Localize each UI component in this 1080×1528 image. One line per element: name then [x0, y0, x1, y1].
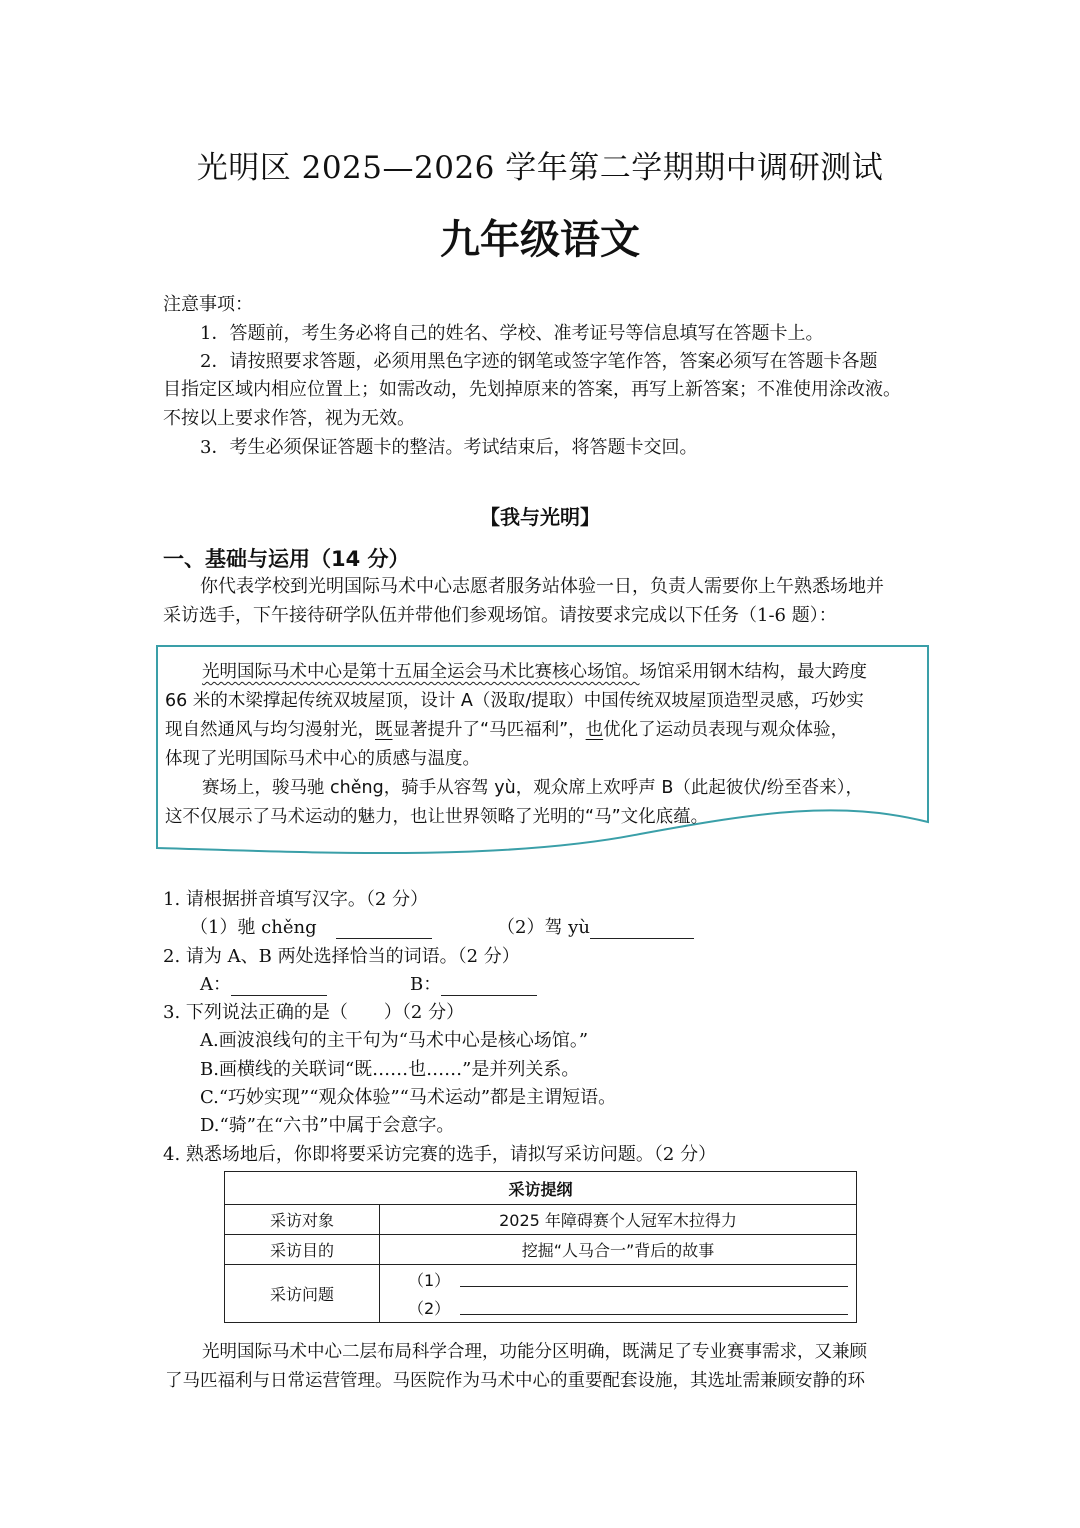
interview-answer-blank-2[interactable] — [460, 1300, 848, 1315]
answer-blank-b[interactable] — [441, 977, 537, 996]
closing-passage-line-2: 了马匹福利与日常运营管理。马医院作为马术中心的重要配套设施，其选址需兼顾安静的环 — [165, 1371, 865, 1391]
notice-item-1: 1．答题前，考生务必将自己的姓名、学校、准考证号等信息填写在答题卡上。 — [200, 323, 824, 344]
interview-label-purpose: 采访目的 — [225, 1235, 380, 1265]
question-3-option-d: D.“骑”在“六书”中属于会意字。 — [200, 1115, 455, 1136]
notice-item-3: 3．考生必须保证答题卡的整洁。考试结束后，将答题卡交回。 — [200, 437, 698, 458]
passage-line-4: 体现了光明国际马术中心的质感与温度。 — [165, 749, 480, 769]
interview-question-2-label: （2） — [408, 1299, 451, 1318]
interview-table-title: 采访提纲 — [225, 1172, 857, 1205]
answer-blank-yu[interactable] — [590, 920, 694, 939]
interview-label-questions: 采访问题 — [225, 1265, 380, 1323]
section-title: 【我与光明】 — [480, 505, 600, 529]
question-2-b — [410, 970, 537, 996]
answer-blank-a[interactable] — [231, 977, 327, 996]
underlined-connective-ji: 既 — [375, 720, 393, 740]
notice-item-2-cont: 目指定区域内相应位置上；如需改动，先划掉原来的答案，再写上新答案；不准使用涂改液。 — [163, 379, 901, 400]
underlined-connective-ye: 也 — [585, 720, 604, 740]
question-2-a-label: A： — [200, 974, 231, 995]
question-1-item-1 — [190, 913, 432, 939]
part1-intro-2: 采访选手，下午接待研学队伍并带他们参观场馆。请按要求完成以下任务（1-6 题）： — [163, 605, 837, 626]
passage-line-5: 赛场上，骏马驰 chěng，骑手从容驾 yù，观众席上欢呼声 B（此起彼伏/纷至沓来）， — [202, 778, 863, 798]
question-1-item-2 — [497, 913, 694, 939]
question-3-option-c: C.“巧妙实现”“观众体验”“马术运动”都是主谓短语。 — [200, 1087, 617, 1108]
question-3-option-b: B.画横线的关联词“既……也……”是并列关系。 — [200, 1059, 580, 1080]
question-3-option-a: A.画波浪线句的主干句为“马术中心是核心场馆。” — [200, 1030, 589, 1051]
notice-item-2: 2．请按照要求答题，必须用黑色字迹的钢笔或签字笔作答，答案必须写在答题卡各题 — [200, 351, 878, 372]
question-1-item-1-label: （1）驰 chěng — [190, 917, 317, 938]
interview-questions-cell — [380, 1265, 857, 1323]
interview-value-purpose: 挖掘“人马合一”背后的故事 — [380, 1235, 857, 1265]
passage-line-3-b: 显著提升了“马匹福利”， — [392, 720, 586, 740]
question-2-b-label: B： — [410, 974, 442, 995]
question-2-a — [200, 970, 327, 996]
subject-title: 九年级语文 — [440, 217, 640, 263]
passage-line-1 — [202, 658, 867, 683]
question-3: 3. 下列说法正确的是（ ）（2 分） — [163, 1002, 465, 1023]
answer-blank-chi[interactable] — [336, 920, 432, 939]
notice-heading: 注意事项： — [163, 294, 253, 315]
interview-value-target: 2025 年障碍赛个人冠军木拉得力 — [380, 1205, 857, 1235]
passage-line-6: 这不仅展示了马术运动的魅力，也让世界领略了光明的“马”文化底蕴。 — [165, 807, 709, 827]
wavy-underlined-sentence: 光明国际马术中心是第十五届全运会马术比赛核心场馆。 — [202, 662, 640, 682]
question-1-item-2-label: （2）驾 yù — [497, 917, 590, 938]
interview-question-1 — [380, 1266, 856, 1294]
interview-question-2 — [380, 1294, 856, 1322]
interview-question-1-label: （1） — [408, 1271, 451, 1290]
closing-passage-line-1: 光明国际马术中心二层布局科学合理，功能分区明确，既满足了专业赛事需求，又兼顾 — [202, 1342, 867, 1362]
question-4: 4. 熟悉场地后，你即将要采访完赛的选手，请拟写采访问题。（2 分） — [163, 1144, 717, 1165]
exam-title: 光明区 2025—2026 学年第二学期期中调研测试 — [196, 150, 884, 186]
part1-intro-1: 你代表学校到光明国际马术中心志愿者服务站体验一日，负责人需要你上午熟悉场地并 — [200, 576, 884, 597]
part1-heading: 一、基础与运用（14 分） — [163, 547, 410, 571]
interview-answer-blank-1[interactable] — [460, 1272, 848, 1287]
passage-line-3-c: 优化了运动员表现与观众体验， — [603, 720, 849, 740]
passage-line-3-a: 现自然通风与均匀漫射光， — [165, 720, 375, 740]
passage-line-3 — [165, 716, 848, 741]
interview-label-target: 采访对象 — [225, 1205, 380, 1235]
passage-line-1-rest: 场馆采用钢木结构，最大跨度 — [639, 662, 867, 682]
interview-outline-table — [224, 1171, 857, 1323]
question-1: 1. 请根据拼音填写汉字。（2 分） — [163, 889, 429, 910]
question-2: 2. 请为 A、B 两处选择恰当的词语。（2 分） — [163, 946, 520, 967]
notice-item-2-end: 不按以上要求作答，视为无效。 — [163, 408, 415, 429]
passage-line-2: 66 米的木梁撑起传统双坡屋顶，设计 A（汲取/提取）中国传统双坡屋顶造型灵感，巧妙实 — [165, 691, 864, 711]
